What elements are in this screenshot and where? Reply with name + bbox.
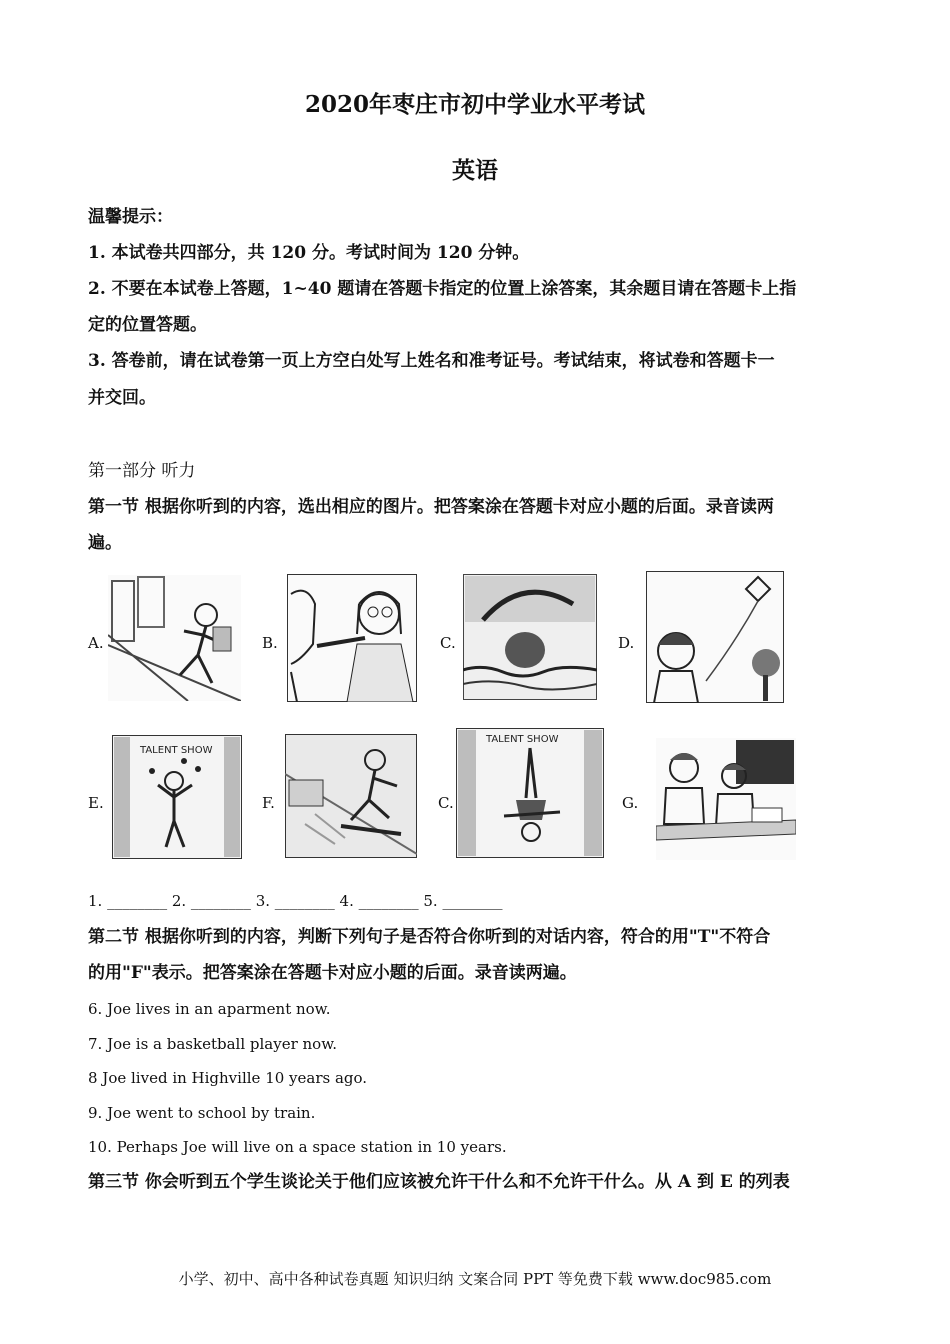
option-f-label: F.: [262, 794, 275, 812]
talent-show-banner-e: TALENT SHOW: [140, 745, 213, 756]
answer-blanks: 1. ________ 2. ________ 3. ________ 4. ________ 5. ________: [88, 892, 503, 910]
statement-8: 8 Joe lived in Highville 10 years ago.: [88, 1069, 368, 1087]
section3-instruction-line-1: 第三节 你会听到五个学生谈论关于他们应该被允许干什么和不允许干什么。从 A 到 E 的列表: [88, 1172, 790, 1192]
part1-heading: 第一部分 听力: [88, 461, 196, 481]
option-c2-label: C.: [438, 794, 454, 812]
skateboard-boy-picture: [285, 734, 417, 858]
option-e-label: E.: [88, 794, 104, 812]
statement-10: 10. Perhaps Joe will live on a space station in 10 years.: [88, 1138, 507, 1156]
statement-9: 9. Joe went to school by train.: [88, 1104, 316, 1122]
section2-instruction-line-2: 的用"F"表示。把答案涂在答题卡对应小题的后面。录音读两遍。: [88, 963, 577, 983]
statement-7: 7. Joe is a basketball player now.: [88, 1035, 338, 1053]
talent-show-banner-c: TALENT SHOW: [486, 734, 559, 745]
two-people-talking-picture: [287, 574, 417, 702]
page-footer: 小学、初中、高中各种试卷真题 知识归纳 文案合同 PPT 等免费下载 www.doc985.com: [178, 1270, 772, 1288]
exam-title: 2020年枣庄市初中学业水平考试: [304, 91, 645, 118]
notice-item-1: 1. 本试卷共四部分，共 120 分。考试时间为 120 分钟。: [88, 243, 530, 263]
notice-item-2-line-1: 2. 不要在本试卷上答题，1~40 题请在答题卡指定的位置上涂答案，其余题目请在答题卡上指: [88, 279, 797, 299]
running-boy-picture: [108, 575, 241, 701]
juggling-show-picture: [112, 735, 242, 859]
option-c-label: C.: [440, 634, 456, 652]
section1-instruction-line-1: 第一节 根据你听到的内容，选出相应的图片。把答案涂在答题卡对应小题的后面。录音读两: [88, 497, 774, 517]
subject-title: 英语: [452, 157, 498, 184]
headstand-violin-show-picture: [456, 728, 604, 858]
section1-instruction-line-2: 遍。: [88, 533, 122, 553]
notice-item-3-line-2: 并交回。: [88, 388, 156, 408]
option-g-label: G.: [622, 794, 639, 812]
option-b-label: B.: [262, 634, 278, 652]
section2-instruction-line-1: 第二节 根据你听到的内容，判断下列句子是否符合你听到的对话内容，符合的用"T"不符合: [88, 927, 771, 947]
notice-item-3-line-1: 3. 答卷前，请在试卷第一页上方空白处写上姓名和准考证号。考试结束，将试卷和答题卡一: [88, 351, 775, 371]
option-a-label: A.: [88, 634, 104, 652]
notice-heading: 温馨提示：: [88, 207, 173, 227]
notice-item-2-line-2: 定的位置答题。: [88, 315, 207, 335]
swimming-picture: [463, 574, 597, 700]
girl-flying-kite-picture: [646, 571, 784, 703]
option-d-label: D.: [618, 634, 635, 652]
students-in-class-picture: [656, 738, 796, 860]
statement-6: 6. Joe lives in an aparment now.: [88, 1000, 331, 1018]
